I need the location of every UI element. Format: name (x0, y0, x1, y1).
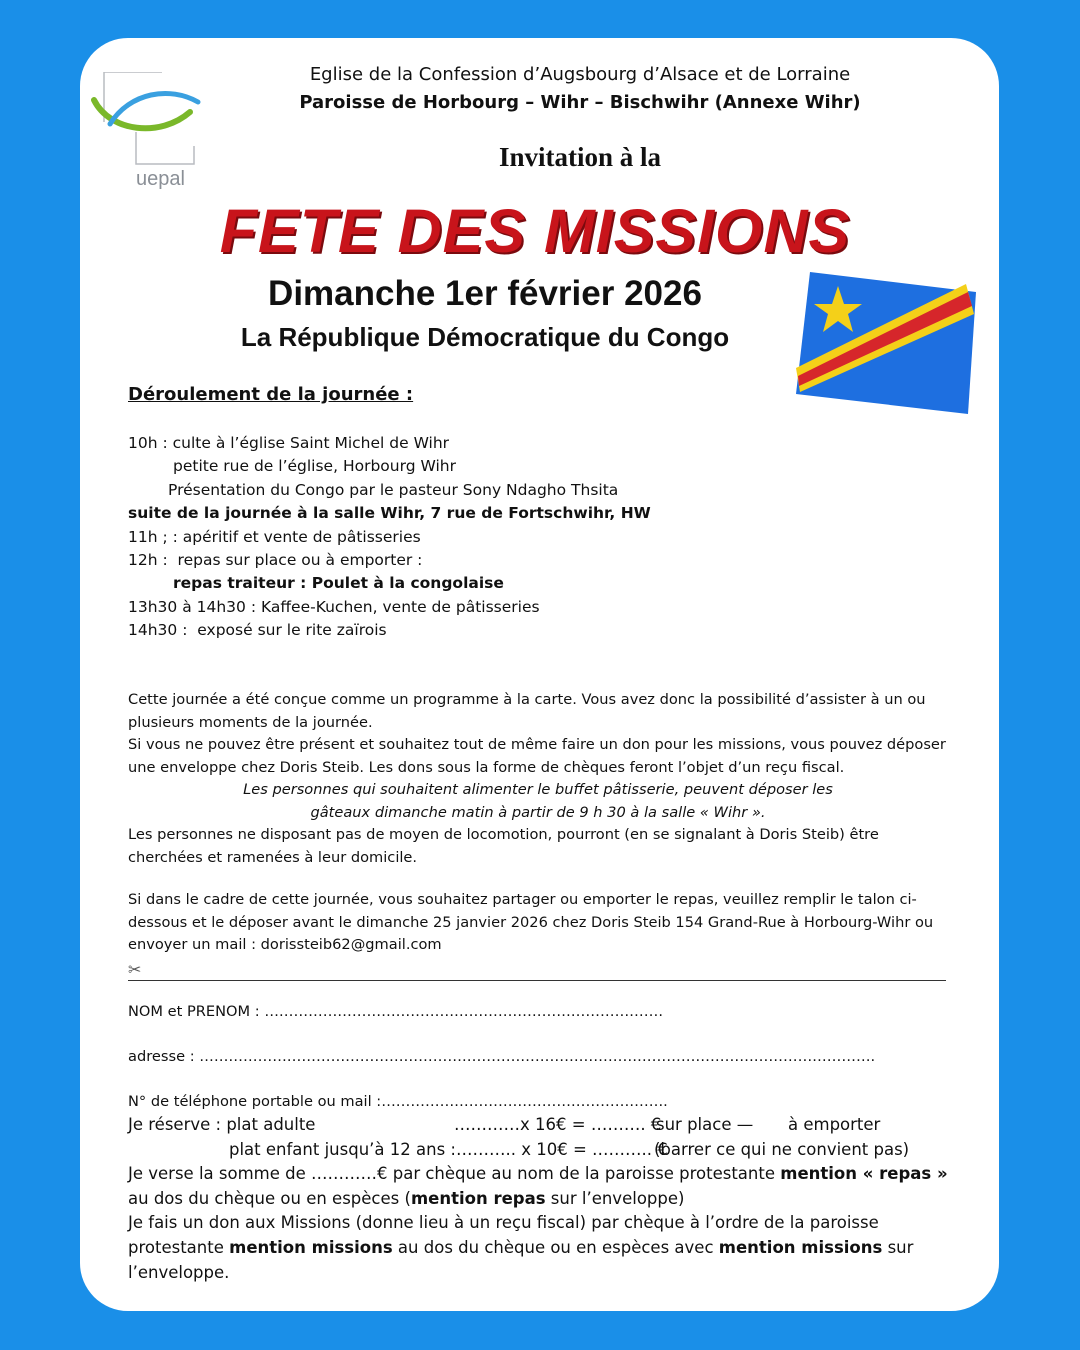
cut-line (128, 980, 946, 981)
schedule-line: Présentation du Congo par le pasteur Sony Ndagho Thsita (168, 480, 619, 499)
schedule-line: 14h30 : exposé sur le rite zaïrois (128, 621, 387, 640)
reserve-label: Je réserve : plat adulte (128, 1115, 316, 1134)
phone-field: N° de téléphone portable ou mail :………………………………………………….. (128, 1093, 668, 1110)
child-price: plat enfant jusqu’à 12 ans :……….. x 10€ = ……….. € (229, 1139, 668, 1159)
schedule-list (128, 432, 651, 643)
church-name: Eglise de la Confession d’Augsbourg d’Alsace et de Lorraine (309, 64, 851, 85)
schedule-line: 11h ; : apéritif et vente de pâtisseries (128, 527, 421, 546)
address-field: adresse : …………………………………………………………………………………………………………………………. (128, 1048, 876, 1065)
info-e: Si dans le cadre de cette journée, vous souhaitez partager ou emporter le repas, veuillez remplir le talon ci-dessous et le déposer avant le dimanche 25 janvier 2026 chez Doris Steib 154 Grand-Rue à Horbourg-Wihr ou envoyer un mail : dorissteib62@gmail.com (128, 891, 934, 953)
takeaway-option: à emporter (788, 1115, 881, 1134)
reservation-block (128, 1113, 958, 1285)
onsite-option: sur place — (656, 1115, 754, 1134)
name-field: NOM et PRENOM : ………………………………………………………………………. (128, 1003, 663, 1020)
drc-flag-icon (796, 272, 976, 414)
uepal-logo-text: uepal (136, 168, 185, 190)
strike-note: (barrer ce qui ne convient pas) (654, 1139, 910, 1159)
event-country: La République Démocratique du Congo (240, 322, 730, 352)
reservation-adult-row (128, 1113, 958, 1138)
scissors-icon: ✂ (128, 962, 142, 979)
schedule-line: repas traiteur : Poulet à la congolaise (173, 574, 504, 593)
info-d: Les personnes ne disposant pas de moyen de locomotion, pourront (en se signalant à Doris Steib) être cherchées et ramenées à leur domicile. (128, 826, 879, 866)
invitation-label: Invitation à la (498, 142, 662, 172)
info-b: Si vous ne pouvez être présent et souhaitez tout de même faire un don pour les missions, vous pouvez déposer une enveloppe chez Doris Steib. Les dons sous la forme de chèques feront l’objet d’un reçu fiscal. (128, 736, 946, 776)
info-c1: Les personnes qui souhaitent alimenter le buffet pâtisserie, peuvent déposer les (243, 781, 833, 798)
donation-line: Je fais un don aux Missions (donne lieu à un reçu fiscal) par chèque à l’ordre de la paroisse protestante mention missions au dos du chèque ou en espèces avec mention missions sur l’enveloppe. (128, 1213, 914, 1282)
schedule-line: 12h : repas sur place ou à emporter : (128, 551, 423, 570)
info-paragraphs (128, 689, 948, 869)
schedule-line: petite rue de l’église, Horbourg Wihr (173, 457, 456, 476)
schedule-line: suite de la journée à la salle Wihr, 7 rue de Fortschwihr, HW (128, 504, 651, 523)
event-title: FETE DES MISSIONS (219, 197, 851, 265)
info-a: Cette journée a été conçue comme un programme à la carte. Vous avez donc la possibilité d’assister à un ou plusieurs moments de la journée. (128, 691, 926, 731)
schedule-title: Déroulement de la journée : (128, 384, 414, 405)
schedule-line: 13h30 à 14h30 : Kaffee-Kuchen, vente de pâtisseries (128, 597, 540, 616)
adult-price: …………x 16€ = ………. € (454, 1115, 662, 1134)
payment-line: Je verse la somme de …………€ par chèque au nom de la paroisse protestante mention « repas » au dos du chèque ou en espèces (mention repas sur l’enveloppe) (128, 1164, 948, 1208)
info-c2: gâteaux dimanche matin à partir de 9 h 30 à la salle « Wihr ». (310, 803, 766, 821)
schedule-line: 10h : culte à l’église Saint Michel de Wihr (128, 434, 450, 452)
reservation-child-row (128, 1138, 958, 1163)
event-date: Dimanche 1er février 2026 (268, 274, 702, 313)
parish-name: Paroisse de Horbourg – Wihr – Bischwihr (Annexe Wihr) (299, 92, 861, 113)
